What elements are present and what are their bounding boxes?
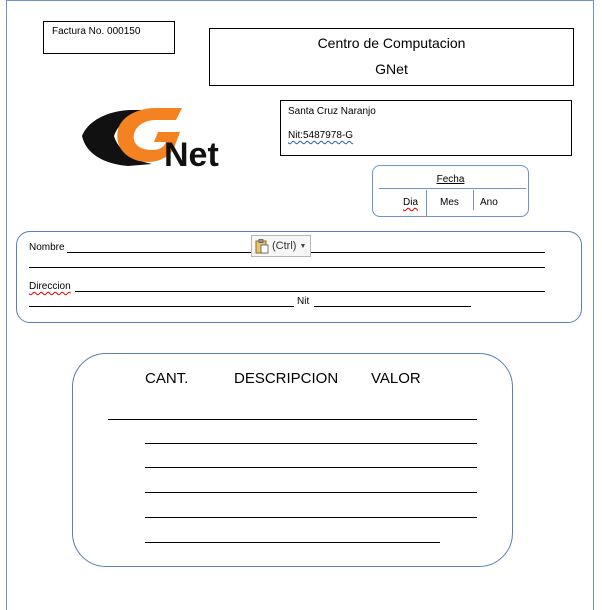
fecha-separator-1	[426, 190, 427, 216]
invoice-number-box	[43, 21, 175, 54]
gnet-logo	[74, 100, 249, 178]
item-line	[108, 419, 477, 420]
invoice-number: Factura No. 000150	[52, 26, 141, 37]
fecha-separator-2	[473, 190, 474, 210]
logo-net-text: Net	[164, 136, 219, 174]
item-line	[145, 443, 477, 444]
fecha-dia: Dia	[403, 197, 419, 208]
paste-options-button[interactable]	[251, 235, 311, 257]
address-box	[280, 100, 572, 156]
fecha-divider	[379, 188, 526, 189]
fecha-title: Fecha	[436, 174, 465, 185]
paste-options-label: (Ctrl)	[272, 240, 297, 252]
company-name-text: Centro de Computacion	[317, 35, 466, 51]
company-nit: Nit:5487978-G	[288, 130, 354, 141]
column-cant: CANT.	[145, 370, 189, 387]
nombre-line-2	[29, 267, 545, 268]
address-line: Santa Cruz Naranjo	[288, 106, 376, 117]
nit-line	[314, 306, 471, 307]
fecha-mes: Mes	[440, 197, 459, 208]
chevron-down-icon: ▼	[299, 242, 307, 250]
clipboard-icon	[255, 239, 269, 254]
company-name	[210, 35, 573, 51]
item-line	[145, 467, 477, 468]
nit-label: Nit	[297, 296, 310, 307]
item-line	[145, 517, 477, 518]
company-brand: GNet	[375, 61, 408, 77]
title-box	[209, 28, 574, 86]
direccion-label: Direccion	[29, 281, 71, 292]
direccion-line-2	[29, 306, 294, 307]
direccion-line	[75, 291, 545, 292]
column-descripcion: DESCRIPCION	[234, 370, 339, 387]
nit-line	[288, 130, 571, 141]
fecha-box	[372, 165, 529, 217]
fecha-ano: Ano	[480, 197, 498, 208]
nombre-label: Nombre	[29, 242, 65, 253]
item-line	[145, 492, 477, 493]
column-valor: VALOR	[371, 370, 421, 387]
item-line	[145, 542, 440, 543]
